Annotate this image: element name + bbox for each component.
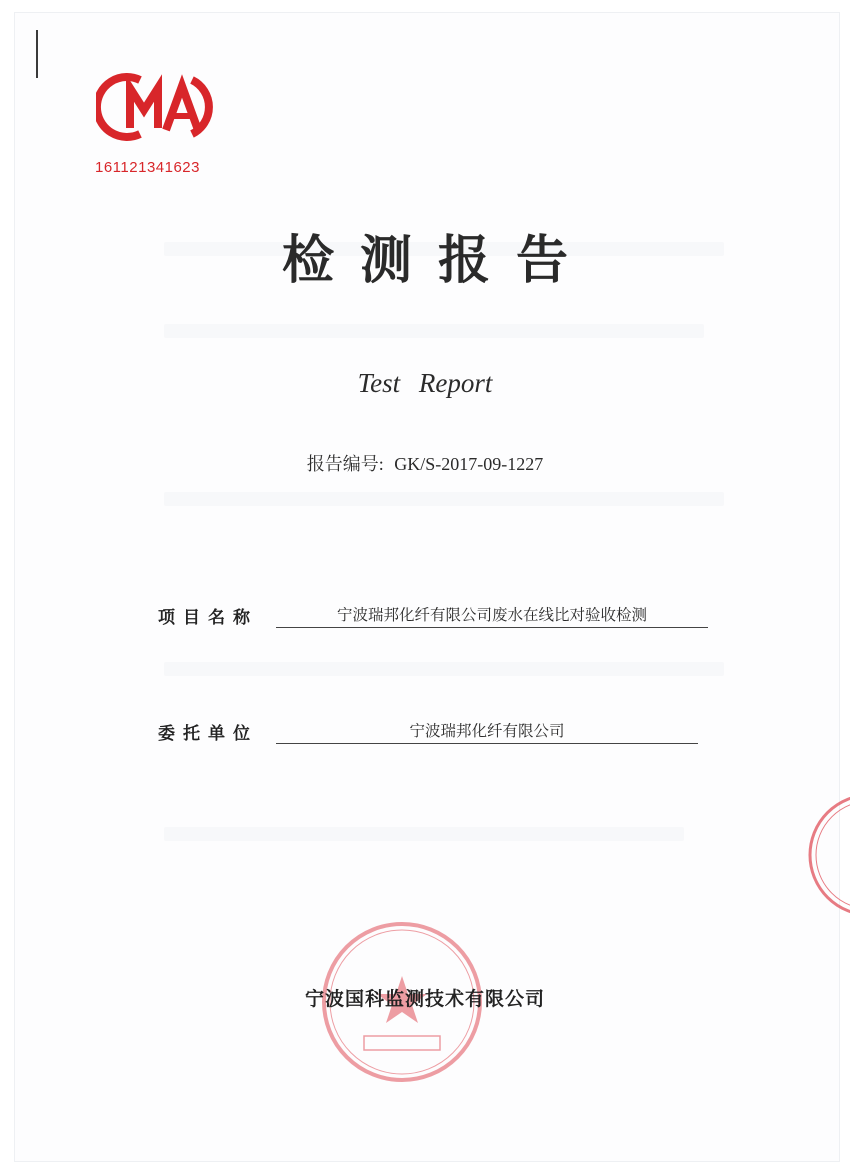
project-name-label: 项目名称 [158,608,258,628]
bleed-through-mark [164,827,684,841]
scan-edge-mark [36,30,38,78]
document-title-english: Test Report [357,368,493,398]
document-title-chinese: 检测报告 [281,230,594,291]
issuing-company: 宁波国科监测技术有限公司 [304,988,545,1010]
project-name-row [158,598,708,628]
cma-certificate-number: 161121341623 [95,159,200,176]
report-number-line [0,450,850,476]
bleed-through-mark [164,492,724,506]
client-label: 委托单位 [158,724,258,744]
bleed-through-mark [164,662,724,676]
partial-seal-icon [808,790,850,920]
bleed-through-mark [164,324,704,338]
report-number-value: GK/S-2017-09-1227 [394,454,544,474]
project-name-value: 宁波瑞邦化纤有限公司废水在线比对验收检测 [276,603,708,628]
cma-logo-icon [96,72,226,142]
report-number-label: 报告编号: [306,454,384,474]
client-row [158,714,698,744]
client-value: 宁波瑞邦化纤有限公司 [276,719,698,744]
